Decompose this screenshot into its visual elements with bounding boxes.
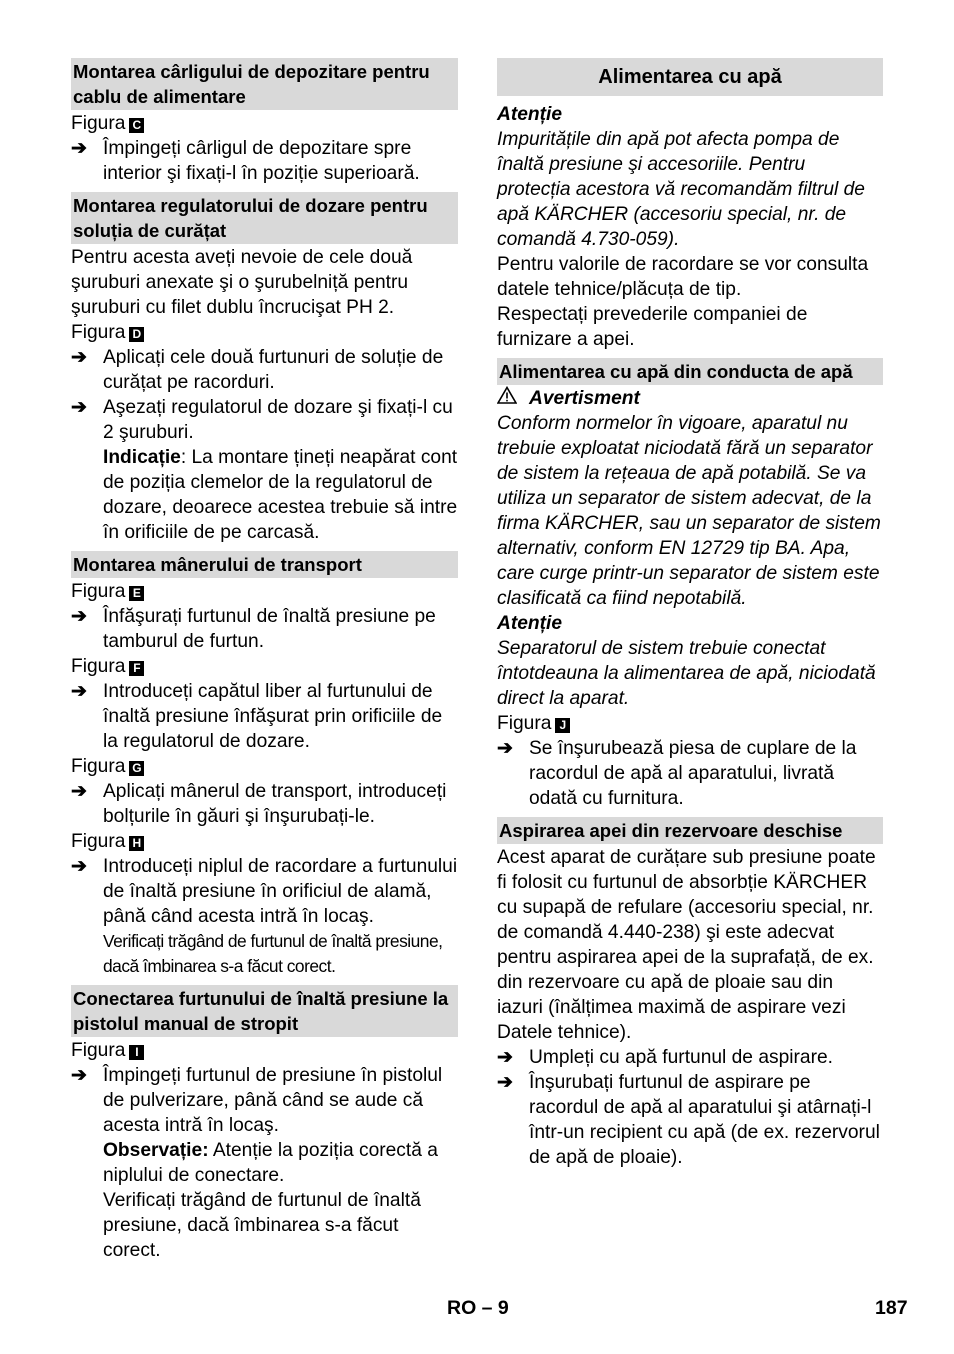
- instruction-item: [497, 1070, 883, 1170]
- arrow-right-icon: ➔: [71, 681, 87, 702]
- instruction-item: [71, 854, 458, 929]
- chapter-heading-water-supply: Alimentarea cu apă: [497, 58, 883, 96]
- note-text: Atenție la poziția corectă a niplului de conectare.: [103, 1140, 438, 1186]
- instruction-text: Înşurubați furtunul de aspirare pe racordul de apă al aparatului şi atârnați-l într-un recipient cu apă (de ex. rezervorul de apă de ploaie).: [529, 1072, 880, 1168]
- section-heading-hose-to-gun: Conectarea furtunului de înaltă presiune la pistolul manual de stropit: [71, 985, 458, 1037]
- warning-triangle-icon: [497, 386, 529, 411]
- footer-section-label: RO – 9: [447, 1297, 509, 1319]
- arrow-right-icon: ➔: [497, 1047, 513, 1068]
- instruction-text: Umpleți cu apă furtunul de aspirare.: [529, 1047, 833, 1068]
- figure-letter-badge: I: [129, 1045, 144, 1060]
- section-heading-transport-handle: Montarea mânerului de transport: [71, 551, 458, 578]
- note-label: Observație:: [103, 1140, 209, 1161]
- figure-label: Figura: [71, 1040, 126, 1061]
- instruction-text: Aplicați cele două furtunuri de soluție de curățat pe racorduri.: [103, 347, 444, 393]
- section-heading-water-pipe: Alimentarea cu apă din conducta de apă: [497, 358, 883, 385]
- attention-label: Atenție: [497, 613, 563, 634]
- section-heading-dosing-regulator: Montarea regulatorului de dozare pentru soluția de curățat: [71, 192, 458, 244]
- figure-reference: [71, 829, 458, 854]
- arrow-right-icon: ➔: [71, 606, 87, 627]
- figure-letter-badge: C: [129, 118, 144, 133]
- figure-reference: [71, 111, 458, 136]
- instruction-item: [71, 604, 458, 654]
- instruction-item: [71, 395, 458, 445]
- figure-reference: [71, 754, 458, 779]
- figure-label: Figura: [71, 581, 126, 602]
- arrow-right-icon: ➔: [71, 856, 87, 877]
- arrow-right-icon: ➔: [497, 738, 513, 759]
- figure-letter-badge: J: [555, 718, 570, 733]
- figure-label: Figura: [497, 713, 552, 734]
- figure-reference: [71, 654, 458, 679]
- figure-reference: [71, 579, 458, 604]
- check-paragraph: Verificați trăgând de furtunul de înaltă presiune, dacă îmbinarea s-a făcut corect.: [103, 931, 443, 976]
- arrow-right-icon: ➔: [71, 1065, 87, 1086]
- note-paragraph: [103, 1138, 458, 1188]
- instruction-item: [497, 1045, 883, 1070]
- instruction-text: Aplicați mânerul de transport, introduceți bolțurile în găuri şi înşurubați-le.: [103, 781, 447, 827]
- instruction-item: [71, 779, 458, 829]
- instruction-item: [71, 679, 458, 754]
- instruction-item: [497, 736, 883, 811]
- warning-label: Avertisment: [529, 388, 640, 409]
- check-paragraph: Verificați trăgând de furtunul de înaltă presiune, dacă îmbinarea s-a făcut corect.: [103, 1190, 421, 1261]
- paragraph: Pentru valorile de racordare se vor consulta datele tehnice/plăcuța de tip.: [497, 254, 869, 300]
- note-label: Indicație: [103, 447, 181, 468]
- instruction-text: Înfăşurați furtunul de înaltă presiune pe tamburul de furtun.: [103, 606, 436, 652]
- arrow-right-icon: ➔: [71, 781, 87, 802]
- figure-letter-badge: G: [129, 761, 144, 776]
- figure-label: Figura: [71, 656, 126, 677]
- warning-text: Conform normelor în vigoare, aparatul nu trebuie exploatat niciodată fără un separator de sistem la rețeaua de apă potabilă. Se va utiliza un separator de sistem adecvat, de la firma KÄRCHER, sau un separator de sistem alternativ, conform EN 12729 tip BA. Apa, care curge printr-un separator de sistem este clasificată ca fiind nepotabilă.: [497, 413, 881, 609]
- instruction-item: [71, 345, 458, 395]
- paragraph: Acest aparat de curățare sub presiune poate fi folosit cu furtunul de absorbție KÄRCHER cu supapă de refulare (accesoriu special, nr. de comandă 4.440-238) şi este adecvat pentru aspirarea apei de la suprafață, de ex. din rezervoare cu apă de ploaie sau din iazuri (înălțimea maximă de aspirare vezi Datele tehnice).: [497, 847, 876, 1043]
- attention-text: Separatorul de sistem trebuie conectat întotdeauna la alimentarea de apă, niciodată direct la aparat.: [497, 638, 876, 709]
- instruction-text: Se înşurubează piesa de cuplare de la racordul de apă al aparatului, livrată odată cu furnitura.: [529, 738, 857, 809]
- instruction-text: Împingeți furtunul de presiune în pistolul de pulverizare, până când se aude că acesta intră în locaş.: [103, 1065, 443, 1136]
- figure-label: Figura: [71, 831, 126, 852]
- arrow-right-icon: ➔: [71, 397, 87, 418]
- page-number: 187: [875, 1297, 908, 1319]
- figure-reference: [497, 711, 883, 736]
- right-column: [497, 58, 883, 1170]
- figure-label: Figura: [71, 756, 126, 777]
- figure-letter-badge: F: [129, 661, 144, 676]
- arrow-right-icon: ➔: [497, 1072, 513, 1093]
- figure-letter-badge: H: [129, 836, 144, 851]
- paragraph: Respectați prevederile companiei de furnizare a apei.: [497, 304, 808, 350]
- instruction-text: Împingeți cârligul de depozitare spre interior şi fixați-l în poziție superioară.: [103, 138, 420, 184]
- attention-label: Atenție: [497, 104, 563, 125]
- note-paragraph: [103, 445, 458, 545]
- section-heading-open-tanks: Aspirarea apei din rezervoare deschise: [497, 817, 883, 844]
- warning-header: [497, 386, 883, 411]
- instruction-text: Aşezați regulatorul de dozare şi fixați-l cu 2 şuruburi.: [103, 397, 453, 443]
- paragraph: Pentru acesta aveți nevoie de cele două şuruburi anexate şi o şurubelniță pentru şuruburi cu filet dublu încrucişat PH 2.: [71, 247, 413, 318]
- figure-letter-badge: D: [129, 327, 144, 342]
- attention-text: Impuritățile din apă pot afecta pompa de înaltă presiune şi accesoriile. Pentru protecția acestora vă recomandăm filtrul de apă KÄRCHER (accesoriu special, nr. de comandă 4.730-059).: [497, 129, 865, 250]
- section-heading-cable-hook: Montarea cârligului de depozitare pentru cablu de alimentare: [71, 58, 458, 110]
- figure-label: Figura: [71, 113, 126, 134]
- figure-reference: [71, 1038, 458, 1063]
- instruction-text: Introduceți capătul liber al furtunului de înaltă presiune înfăşurat prin orificiile de la regulatorul de dozare.: [103, 681, 443, 752]
- arrow-right-icon: ➔: [71, 347, 87, 368]
- left-column: [71, 58, 458, 1263]
- instruction-item: [71, 136, 458, 186]
- figure-letter-badge: E: [129, 586, 144, 601]
- arrow-right-icon: ➔: [71, 138, 87, 159]
- note-text: : La montare țineți neapărat cont de poziția clemelor de la regulatorul de dozare, deoarece acestea trebuie să intre în orificiile de pe carcasă.: [103, 447, 458, 543]
- instruction-item: [71, 1063, 458, 1138]
- figure-label: Figura: [71, 322, 126, 343]
- instruction-text: Introduceți niplul de racordare a furtunului de înaltă presiune în orificiul de alamă, până când acesta intră în locaş.: [103, 856, 458, 927]
- figure-reference: [71, 320, 458, 345]
